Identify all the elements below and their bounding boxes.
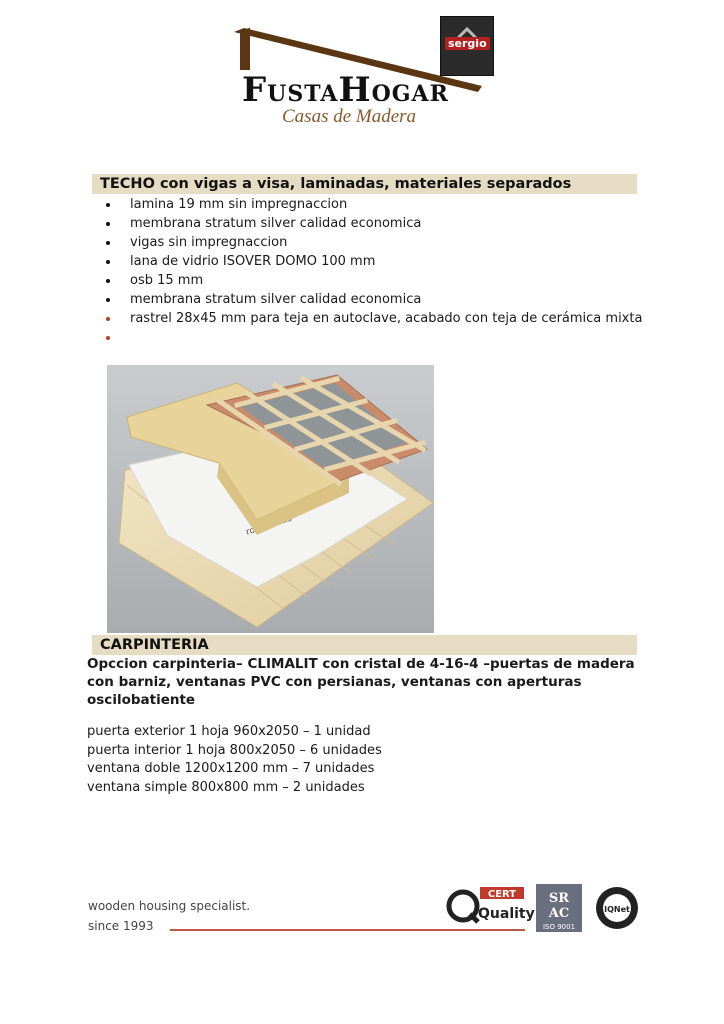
srac-bottom: AC <box>548 906 570 921</box>
carpinteria-items <box>87 723 382 797</box>
logo-wordmark: FUSTAHOGAR <box>242 70 449 110</box>
iqnet-icon <box>594 884 640 932</box>
section-title-techo: TECHO con vigas a visa, laminadas, materiales separados <box>92 174 637 194</box>
roof-layers-illustration <box>107 365 434 633</box>
srac-logo <box>536 884 582 932</box>
srac-icon <box>536 884 582 932</box>
srac-iso: ISO 9001 <box>542 923 576 931</box>
quality-label: Quality <box>478 906 535 922</box>
list-item: osb 15 mm <box>106 271 642 290</box>
badge-text: sergio <box>445 37 490 50</box>
footer-since: since 1993 <box>88 919 154 933</box>
list-item: membrana stratum silver calidad economica <box>106 290 642 309</box>
sergio-badge <box>440 16 494 76</box>
list-item: puerta interior 1 hoja 800x2050 – 6 unidades <box>87 742 382 758</box>
iqnet-label: IQNet <box>604 905 630 914</box>
carpinteria-description: Opccion carpinteria– CLIMALIT con cristal de 4-16-4 –puertas de madera con barniz, ventanas PVC con persianas, ventanas con aperturas oscilobatiente <box>87 656 635 708</box>
quality-cert-icon <box>446 884 535 924</box>
footer-divider <box>170 929 525 931</box>
quality-cert-logo <box>446 884 535 924</box>
logo-subtitle: Casas de Madera <box>282 106 417 127</box>
footer-tagline: wooden housing specialist. <box>88 899 251 913</box>
roof-layers-image <box>107 365 434 633</box>
cert-label: CERT <box>487 889 517 900</box>
list-item: lamina 19 mm sin impregnaccion <box>106 195 642 214</box>
list-item: lana de vidrio ISOVER DOMO 100 mm <box>106 252 642 271</box>
list-item: ventana doble 1200x1200 mm – 7 unidades <box>87 761 375 776</box>
srac-top: SR <box>548 891 570 906</box>
list-item: ventana simple 800x800 mm – 2 unidades <box>87 779 365 795</box>
list-item <box>106 328 642 347</box>
list-item: rastrel 28x45 mm para teja en autoclave, acabado con teja de cerámica mixta <box>106 309 642 328</box>
iqnet-logo <box>594 884 640 932</box>
list-item: membrana stratum silver calidad economica <box>106 214 642 233</box>
techo-list <box>106 195 642 347</box>
section-title-carpinteria: CARPINTERIA <box>92 635 637 655</box>
list-item: puerta exterior 1 hoja 960x2050 – 1 unidad <box>87 724 371 739</box>
list-item: vigas sin impregnaccion <box>106 233 642 252</box>
